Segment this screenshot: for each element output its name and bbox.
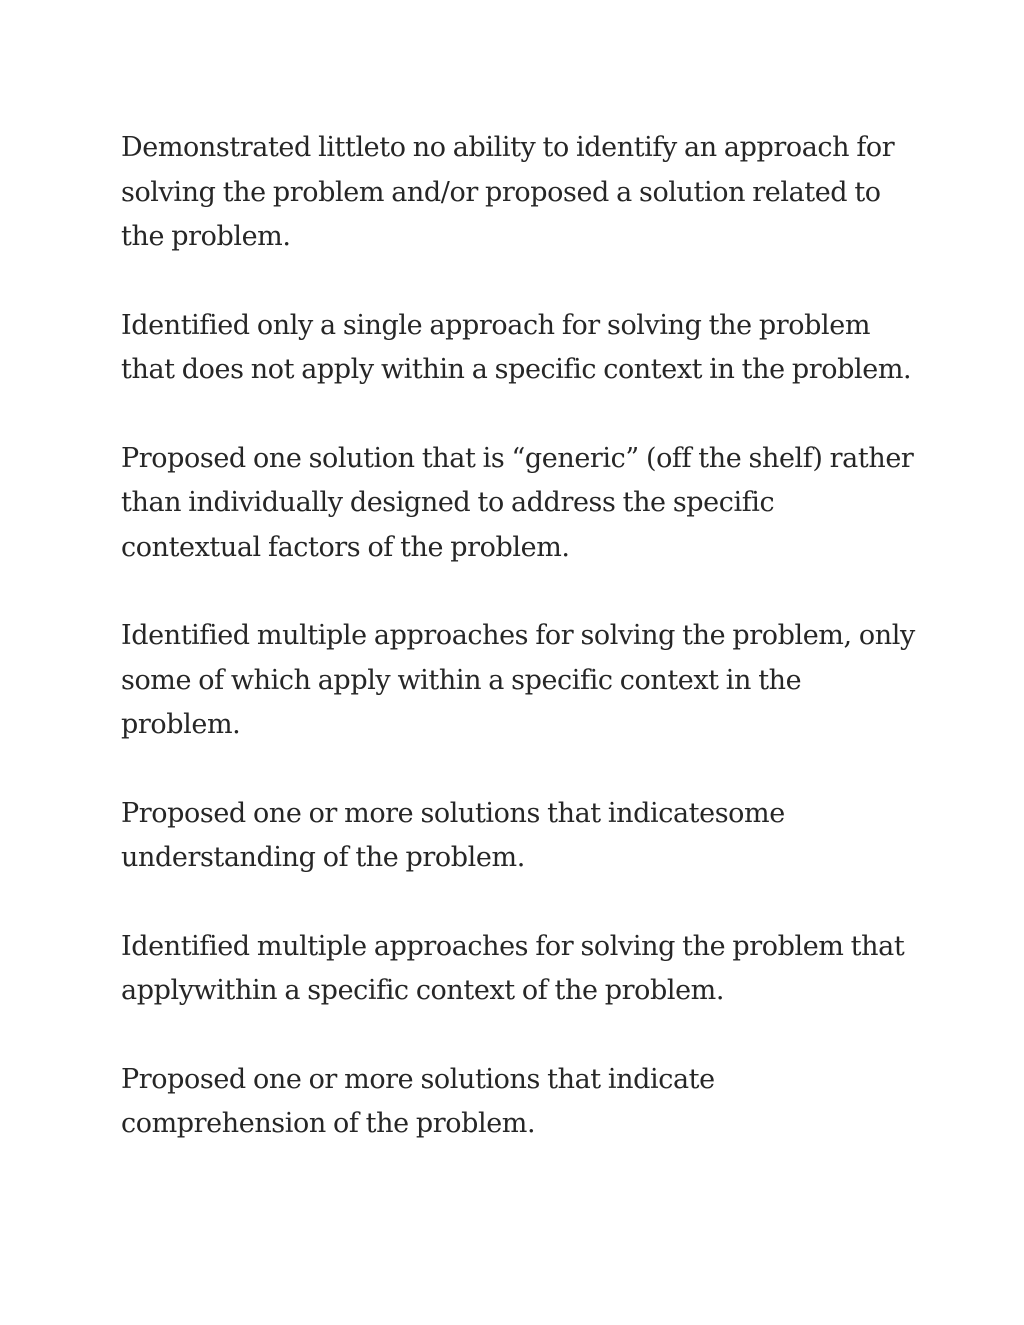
paragraph-4: Identified multiple approaches for solving the problem, only some of which apply within a specific context in the problem. (121, 620, 915, 740)
paragraph-5: Proposed one or more solutions that indicatesome understanding of the problem. (121, 797, 785, 873)
paragraph-7: Proposed one or more solutions that indicate comprehension of the problem. (121, 1063, 715, 1139)
paragraph-6: Identified multiple approaches for solving the problem that applywithin a specific context of the problem. (121, 930, 905, 1006)
document-body (121, 126, 921, 1147)
paragraph-2: Identified only a single approach for solving the problem that does not apply within a specific context in the problem. (121, 309, 912, 385)
paragraph-3: Proposed one solution that is “generic” (off the shelf) rather than individually designed to address the specific contextual factors of the problem. (121, 442, 914, 563)
paragraph-1: Demonstrated littleto no ability to identify an approach for solving the problem and/or proposed a solution related to the problem. (121, 132, 895, 252)
